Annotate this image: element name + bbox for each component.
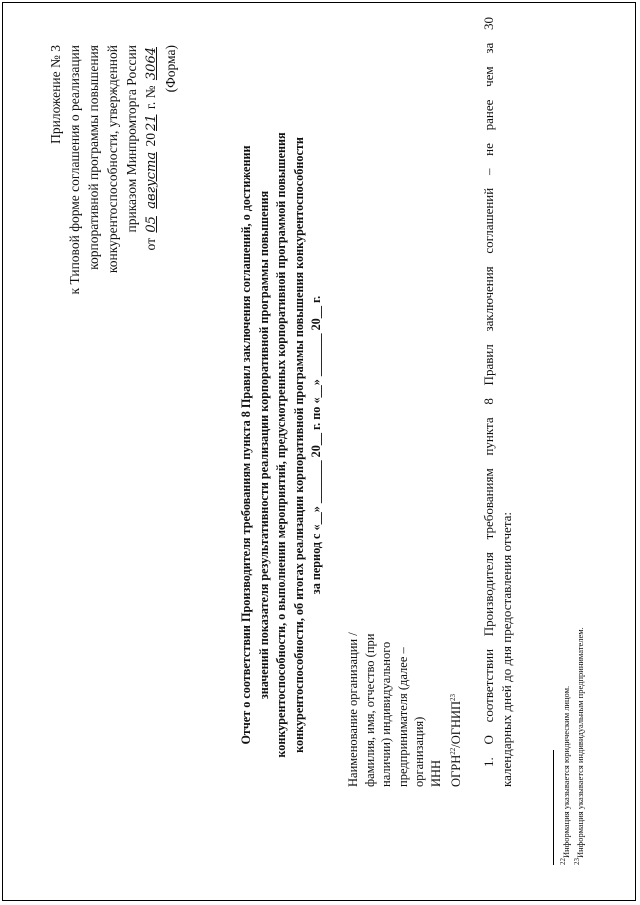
appendix-line-3: корпоративной программы повышения (86, 45, 101, 270)
title-line-3: конкурентоспособности, о выполнении мероприятий, предусмотренных корпоративной программой повышения (274, 132, 288, 758)
footnote-22-mark: 22 (559, 858, 567, 865)
title-line-1: Отчет о соответствии Производителя требованиям пункта 8 Правил заключения соглашений, о достижении (239, 145, 253, 745)
order-number-handwritten: 3064 (144, 47, 159, 81)
footnotes (558, 265, 587, 865)
org-name-label-1: Наименование организации / (346, 632, 360, 787)
date-year-end: г. № (143, 85, 158, 110)
date-year-prefix: 20 (143, 133, 158, 147)
date-year-handwritten: 21 (144, 114, 159, 132)
footnote-separator (553, 750, 554, 865)
ogrn-text: ОГРН (448, 754, 463, 787)
ogrn-label (445, 587, 465, 787)
footnote-22-text: Информация указывается юридическим лицом. (560, 685, 571, 858)
footnote-ref-22: 22 (448, 747, 457, 755)
org-name-label-2: фамилия, имя, отчество (при (362, 633, 377, 787)
paragraph-1-line-1: 1. О соответствии Производителя требованиям пункта 8 Правил заключения соглашений – не ранее чем за 30 (481, 17, 496, 767)
footnote-23-mark: 23 (573, 858, 582, 865)
date-prefix: от (143, 238, 158, 251)
organization-fields (345, 587, 464, 787)
inn-label: ИНН (428, 759, 443, 787)
date-month-handwritten: августа (144, 151, 159, 209)
appendix-header (46, 45, 180, 395)
title-period-line: за период с «__» _______ 20__ г. по «__» _______ 20__ г. (309, 295, 323, 595)
footnote-ref-23: 23 (448, 693, 457, 701)
appendix-line-2: к Типовой форме соглашения о реализации (67, 45, 82, 295)
ognip-text: /ОГНИП (448, 700, 463, 748)
title-line-4: конкурентоспособности, об итогах реализации корпоративной программы повышения конкурентоспособности (291, 137, 306, 753)
appendix-line-5: приказом Минпромторга России (124, 45, 139, 233)
org-name-label-3: наличии) индивидуального (379, 641, 394, 787)
org-name-label-4: предпринимателя (далее – (395, 647, 410, 787)
title-line-2: значений показателя результативности реализации корпоративной программы повышения (256, 190, 271, 700)
footnote-23 (572, 265, 586, 865)
form-label: (Форма) (163, 45, 178, 93)
appendix-line-4: конкурентоспособности, утвержденной (105, 45, 120, 274)
footnote-23-text: Информация указывается индивидуальным предпринимателем. (575, 627, 586, 858)
org-name-label-5: организация) (412, 716, 427, 787)
paragraph-1-line-2: календарных дней до дня предоставления отчета: (499, 511, 514, 787)
paragraph-1 (480, 17, 516, 787)
footnote-22 (558, 265, 572, 865)
appendix-number: Приложение № 3 (48, 45, 63, 144)
report-title (238, 45, 326, 845)
date-day-handwritten: 05 (144, 216, 159, 233)
appendix-date-line (141, 45, 161, 395)
